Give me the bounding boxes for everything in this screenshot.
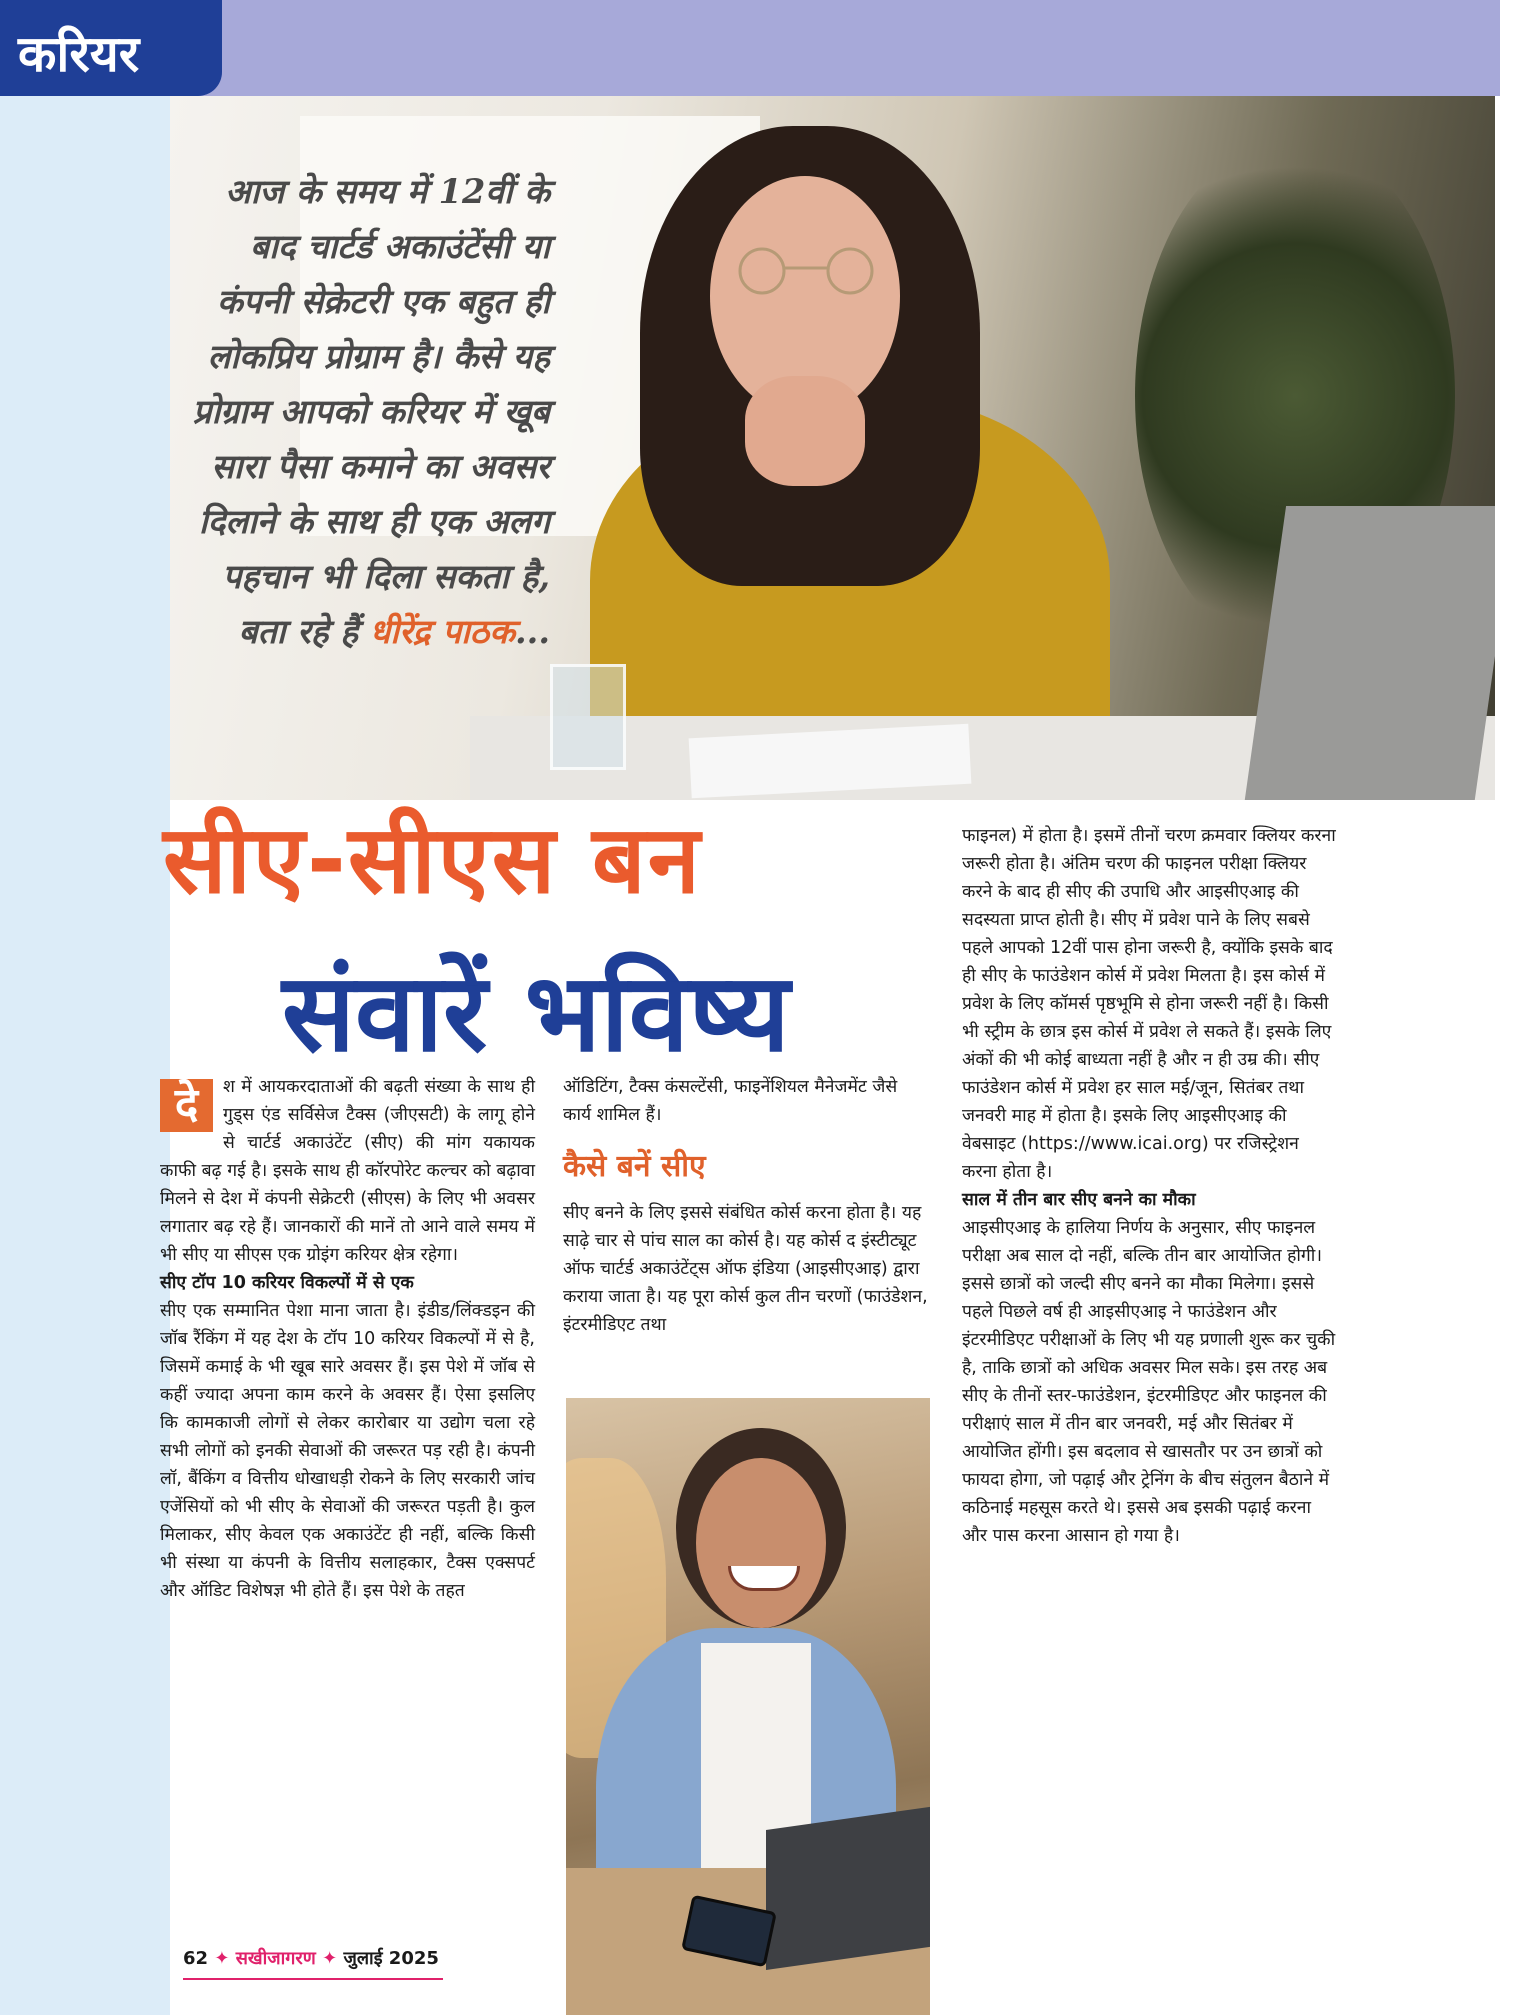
intro-text: [170, 164, 550, 659]
star-icon: ✦: [214, 1948, 230, 1969]
footer-rule: [183, 1978, 443, 1980]
page-number: 62: [183, 1948, 209, 1969]
page-footer: [183, 1946, 439, 1970]
headline-line-2: संवारें भविष्य: [282, 951, 790, 1076]
magazine-brand: सखीजागरण: [235, 1948, 316, 1969]
star-icon: ✦: [322, 1948, 338, 1969]
column1-paragraph-1: श में आयकरदाताओं की बढ़ती संख्या के साथ ही गुड्स एंड सर्विसेज टैक्स (जीएसटी) के लागू होने से चार्टर्ड अकाउंटेंट (सीए) की मांग यकायक काफी बढ़ गई है। इसके साथ ही कॉरपोरेट कल्चर को बढ़ावा मिलने से देश में कंपनी सेक्रेटरी (सीएस) के लिए भी अवसर लगातार बढ़ रहे हैं। जानकारों की मानें तो आने वाले समय में भी सीए या सीएस एक ग्रोइंग करियर क्षेत्र रहेगा।: [160, 1077, 535, 1265]
intro-author: धीरेंद्र पाठक: [369, 612, 515, 651]
photo-laptop: [766, 1806, 930, 1970]
hero-laptop: [1244, 506, 1495, 800]
hero-hands: [745, 376, 865, 486]
column1-paragraph-2: सीए एक सम्मानित पेशा माना जाता है। इंडीड/लिंक्डइन की जॉब रैंकिंग में यह देश के टॉप 10 करियर विकल्पों में से है, जिसमें कमाई के भी खूब सारे अवसर हैं। इस पेशे में जॉब से कहीं ज्यादा अपना काम करने के अवसर हैं। ऐसा इसलिए कि कामकाजी लोगों से लेकर कारोबार या उद्योग चला रहे सभी लोगों को इनकी सेवाओं की जरूरत पड़ रही है। कंपनी लॉ, बैंकिंग व वित्तीय धोखाधड़ी रोकने के लिए सरकारी जांच एजेंसियों को भी सीए के सेवाओं की जरूरत पड़ती है। कुल मिलाकर, सीए केवल एक अकाउंटेंट ही नहीं, बल्कि किसी भी संस्था या कंपनी के वित्तीय सलाहकार, टैक्स एक्सपर्ट और ऑडिट विशेषज्ञ भी होते हैं। इस पेशे के तहत: [160, 1301, 535, 1601]
article-column-1: [160, 1073, 535, 1605]
column3-subheading: साल में तीन बार सीए बनने का मौका: [962, 1190, 1196, 1210]
column2-paragraph-1: ऑडिटिंग, टैक्स कंसल्टेंसी, फाइनेंशियल मैनेजमेंट जैसे कार्य शामिल हैं।: [563, 1077, 898, 1125]
hero-glasses: [722, 246, 892, 296]
intro-ellipsis: ...: [515, 612, 550, 651]
column2-paragraph-2: सीए बनने के लिए इससे संबंधित कोर्स करना होता है। यह साढ़े चार से पांच साल का कोर्स है। यह कोर्स द इंस्टीट्यूट ऑफ चार्टर्ड अकाउंटेंट्स ऑफ इंडिया (आइसीएआइ) द्वारा कराया जाता है। यह पूरा कोर्स कुल तीन चरणों (फाउंडेशन, इंटरमीडिएट तथा: [563, 1203, 928, 1335]
article-column-3: [962, 822, 1337, 1550]
left-stripe: [0, 96, 170, 2015]
issue-date: जुलाई 2025: [343, 1948, 439, 1969]
column2-heading: कैसे बनें सीए: [563, 1149, 706, 1184]
header-band: [0, 0, 1500, 96]
student-photo: [566, 1398, 930, 2015]
dropcap: दे: [160, 1079, 213, 1132]
column3-paragraph-1: फाइनल) में होता है। इसमें तीनों चरण क्रमवार क्लियर करना जरूरी होता है। अंतिम चरण की फाइनल परीक्षा क्लियर करने के बाद ही सीए की उपाधि और आइसीएआइ की सदस्यता प्राप्त होती है। सीए में प्रवेश पाने के लिए सबसे पहले आपको 12वीं पास होना जरूरी है, क्योंकि इसके बाद ही सीए के फाउंडेशन कोर्स में प्रवेश मिलता है। इस कोर्स में प्रवेश के लिए कॉमर्स पृष्ठभूमि से होना जरूरी नहीं है। किसी भी स्ट्रीम के छात्र इस कोर्स में प्रवेश ले सकते हैं। इसके लिए अंकों की भी कोई बाध्यता नहीं है और न ही उम्र की। सीए फाउंडेशन कोर्स में प्रवेश हर साल मई/जून, सितंबर तथा जनवरी माह में होता है। इसके लिए आइसीएआइ की वेबसाइट (https://www.icai.org) पर रजिस्ट्रेशन करना होता है।: [962, 826, 1336, 1182]
article-column-2: [563, 1073, 928, 1339]
intro-body: आज के समय में 12वीं के बाद चार्टर्ड अकाउंटेंसी या कंपनी सेक्रेटरी एक बहुत ही लोकप्रिय प्रोग्राम है। कैसे यह प्रोग्राम आपको करियर में खूब सारा पैसा कमाने का अवसर दिलाने के साथ ही एक अलग पहचान भी दिला सकता है, बता रहे हैं: [192, 172, 550, 651]
hero-water-glass: [550, 664, 626, 770]
section-label: करियर: [18, 25, 140, 83]
column1-subheading: सीए टॉप 10 करियर विकल्पों में से एक: [160, 1273, 414, 1293]
photo-face: [696, 1458, 826, 1628]
section-tab: [0, 0, 222, 96]
column3-paragraph-2: आइसीएआइ के हालिया निर्णय के अनुसार, सीए फाइनल परीक्षा अब साल दो नहीं, बल्कि तीन बार आयोजित होगी। इससे छात्रों को जल्दी सीए बनने का मौका मिलेगा। इससे पहले पिछले वर्ष ही आइसीएआइ ने फाउंडेशन और इंटरमीडिएट परीक्षाओं के लिए भी यह प्रणाली शुरू कर चुकी है, ताकि छात्रों को अधिक अवसर मिल सके। इस तरह अब सीए के तीनों स्तर-फाउंडेशन, इंटरमीडिएट और फाइनल की परीक्षाएं साल में तीन बार जनवरी, मई और सितंबर में आयोजित होंगी। इस बदलाव से खासतौर पर उन छात्रों को फायदा होगा, जो पढ़ाई और ट्रेनिंग के बीच संतुलन बैठाने में कठिनाई महसूस करते थे। इससे अब इसकी पढ़ाई करना और पास करना आसान हो गया है।: [962, 1218, 1336, 1546]
headline-line-1: सीए-सीएस बन: [163, 806, 702, 915]
